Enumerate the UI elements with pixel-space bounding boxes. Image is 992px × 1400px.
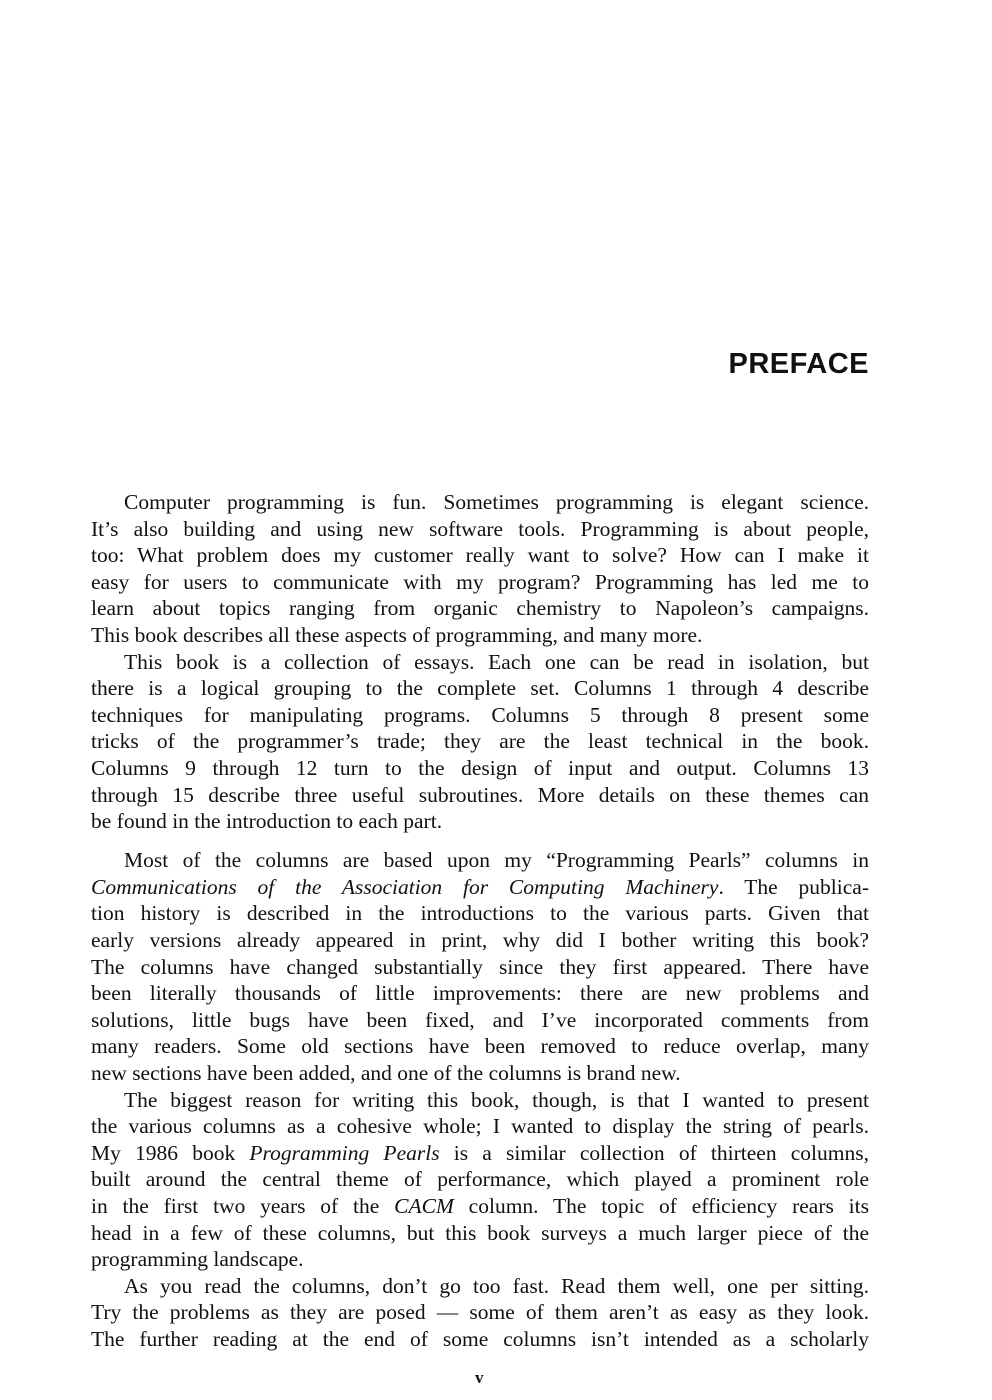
paragraph xyxy=(91,1087,869,1273)
text-segment: is a similar collection of thirteen columns, xyxy=(439,1140,869,1165)
text-segment: be found in the introduction to each part. xyxy=(91,809,443,834)
paragraph xyxy=(91,649,869,835)
text-line xyxy=(91,808,869,835)
text-segment: Most of the columns are based upon my “Programming Pearls” columns in xyxy=(124,848,869,873)
text-segment: Computer programming is fun. Sometimes programming is elegant science. xyxy=(124,490,869,514)
text-segment: too: What problem does my customer really want to solve? How can I make it xyxy=(91,543,869,568)
text-line xyxy=(91,900,869,927)
italic-text: Programming Pearls xyxy=(249,1140,440,1165)
italic-text: Communications of the Association for Computing Machinery xyxy=(91,874,719,899)
text-line xyxy=(91,542,869,569)
text-line xyxy=(91,649,869,676)
text-segment: many readers. Some old sections have been removed to reduce overlap, many xyxy=(91,1034,869,1059)
text-line xyxy=(91,702,869,729)
text-segment: early versions already appeared in print, why did I bother writing this book? xyxy=(91,928,869,952)
text-line xyxy=(91,1220,869,1247)
text-line xyxy=(91,1060,869,1087)
text-segment: Columns 9 through 12 turn to the design of input and output. Columns 13 xyxy=(91,755,869,780)
text-segment: tricks of the programmer’s trade; they are the least technical in the book. xyxy=(91,729,869,754)
text-segment: head in a few of these columns, but this book surveys a much larger piece of the xyxy=(91,1220,869,1245)
text-line xyxy=(91,1140,869,1167)
italic-text: CACM xyxy=(394,1193,454,1218)
text-segment: The biggest reason for writing this book, though, is that I wanted to present xyxy=(124,1087,869,1112)
text-line xyxy=(91,1007,869,1034)
text-segment: The further reading at the end of some columns isn’t intended as a scholarly xyxy=(91,1326,869,1351)
text-segment: through 15 describe three useful subroutines. More details on these themes can xyxy=(91,782,869,807)
paragraph xyxy=(91,1273,869,1353)
body-text xyxy=(91,489,869,1353)
text-line xyxy=(91,622,869,649)
text-segment: techniques for manipulating programs. Columns 5 through 8 present some xyxy=(91,702,869,727)
text-segment: new sections have been added, and one of the columns is brand new. xyxy=(91,1060,681,1085)
text-line xyxy=(91,1299,869,1326)
text-line xyxy=(91,980,869,1007)
text-segment: there is a logical grouping to the complete set. Columns 1 through 4 describe xyxy=(91,676,869,701)
text-line xyxy=(91,728,869,755)
page-title: PREFACE xyxy=(728,348,869,380)
text-line xyxy=(91,874,869,901)
text-line xyxy=(91,1273,869,1300)
text-line xyxy=(91,755,869,782)
text-line xyxy=(91,1326,869,1353)
text-segment: been literally thousands of little improvements: there are new problems and xyxy=(91,981,869,1006)
text-segment: learn about topics ranging from organic chemistry to Napoleon’s campaigns. xyxy=(91,596,869,621)
text-line xyxy=(91,489,869,516)
text-line xyxy=(91,1166,869,1193)
paragraph xyxy=(91,489,869,649)
text-line xyxy=(91,847,869,874)
text-segment: My 1986 book xyxy=(91,1140,250,1165)
text-segment: This book describes all these aspects of programming, and many more. xyxy=(91,622,703,647)
text-line xyxy=(91,1113,869,1140)
text-line xyxy=(91,782,869,809)
text-line xyxy=(91,516,869,543)
text-segment: programming landscape. xyxy=(91,1247,304,1272)
text-line xyxy=(91,595,869,622)
text-line xyxy=(91,1033,869,1060)
text-segment: column. The topic of efficiency rears its xyxy=(453,1193,869,1218)
text-segment: . The publica- xyxy=(718,874,869,899)
text-segment: As you read the columns, don’t go too fast. Read them well, one per sitting. xyxy=(124,1273,869,1298)
text-line xyxy=(91,675,869,702)
text-segment: tion history is described in the introductions to the various parts. Given that xyxy=(91,901,869,926)
text-line xyxy=(91,954,869,981)
text-segment: Try the problems as they are posed — some of them aren’t as easy as they look. xyxy=(91,1300,869,1325)
text-segment: This book is a collection of essays. Each one can be read in isolation, but xyxy=(124,649,869,674)
text-line xyxy=(91,1193,869,1220)
text-segment: built around the central theme of performance, which played a prominent role xyxy=(91,1167,869,1192)
text-segment: solutions, little bugs have been fixed, and I’ve incorporated comments from xyxy=(91,1007,869,1032)
text-line xyxy=(91,569,869,596)
text-segment: easy for users to communicate with my program? Programming has led me to xyxy=(91,569,869,594)
text-segment: It’s also building and using new software tools. Programming is about people, xyxy=(91,516,869,541)
text-segment: The columns have changed substantially since they first appeared. There have xyxy=(91,954,869,979)
paragraph xyxy=(91,847,869,1086)
page-number: v xyxy=(475,1368,484,1387)
text-line xyxy=(91,1087,869,1114)
text-segment: in the first two years of the xyxy=(91,1193,395,1218)
text-line xyxy=(91,927,869,954)
text-segment: the various columns as a cohesive whole; I wanted to display the string of pearls. xyxy=(91,1114,869,1139)
text-line xyxy=(91,1246,869,1273)
